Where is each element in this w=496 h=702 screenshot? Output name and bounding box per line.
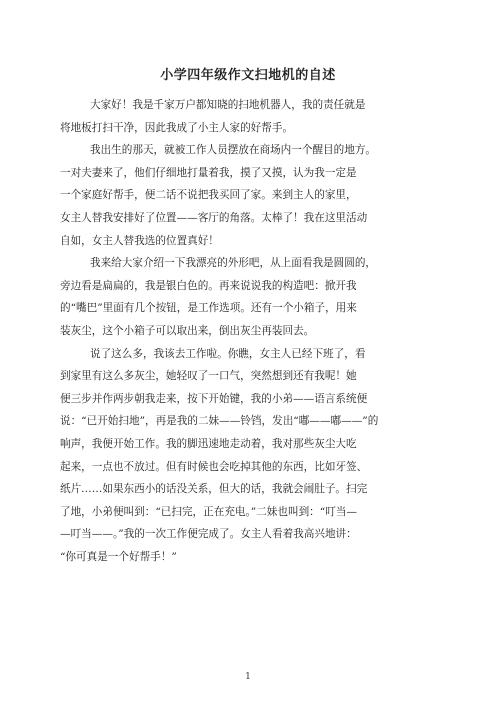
document-body <box>60 94 440 568</box>
body-line: 到家里有这么多灰尘，她轻叹了一口气，突然想到还有我呢！她 <box>60 370 357 383</box>
body-line: 了地，小弟便叫到：“已扫完，正在充电。”二妹也叫到：“叮当— <box>60 505 357 518</box>
page-number: 1 <box>245 672 251 682</box>
body-line: 我出生的那天，就被工作人员摆放在商场内一个醒目的地方。 <box>90 144 377 157</box>
body-line: 的“嘴巴”里面有几个按钮，是工作选项。还有一个小箱子，用来 <box>60 302 357 315</box>
body-line: —叮当——。”我的一次工作便完成了。女主人看着我高兴地讲： <box>60 528 357 541</box>
body-line: 纸片……如果东西小的话没关系，但大的话，我就会闹肚子。扫完 <box>60 483 368 496</box>
body-line: 女主人替我安排好了位置——客厅的角落。太棒了！我在这里活动 <box>60 211 368 224</box>
body-line: 将地板打扫干净，因此我成了小主人家的好帮手。 <box>60 121 294 134</box>
body-line: 大家好！我是千家万户都知晓的扫地机器人，我的责任就是 <box>90 99 366 111</box>
body-line: 自如，女主人替我选的位置真好！ <box>60 234 219 247</box>
body-line: 说：“已开始扫地”，再是我的二妹——铃铛，发出“嘟——嘟——”的 <box>60 415 379 428</box>
body-line: 一个家庭好帮手，便二话不说把我买回了家。来到主人的家里， <box>60 189 357 202</box>
body-line: 一对夫妻来了，他们仔细地打量着我，摸了又摸，认为我一定是 <box>60 166 357 179</box>
body-line: 便三步并作两步朝我走来，按下开始键，我的小弟——语言系统便 <box>60 392 368 405</box>
body-line: 旁边看是扁扁的，我是银白色的。再来说说我的构造吧：掀开我 <box>60 279 357 292</box>
body-line: 起来，一点也不放过。但有时候也会吃掉其他的东西，比如牙签、 <box>60 460 368 473</box>
body-line: 说了这么多，我该去工作啦。你瞧，女主人已经下班了，看 <box>90 347 366 360</box>
body-line: 响声，我便开始工作。我的脚迅速地走动着，我对那些灰尘大吃 <box>60 437 357 450</box>
document-title: 小学四年级作文扫地机的自述 <box>160 68 336 83</box>
body-line: “你可真是一个好帮手！” <box>60 550 177 563</box>
body-line: 装灰尘，这个小箱子可以取出来，倒出灰尘再装回去。 <box>60 324 315 337</box>
body-line: 我来给大家介绍一下我漂亮的外形吧，从上面看我是圆圆的， <box>90 257 377 270</box>
